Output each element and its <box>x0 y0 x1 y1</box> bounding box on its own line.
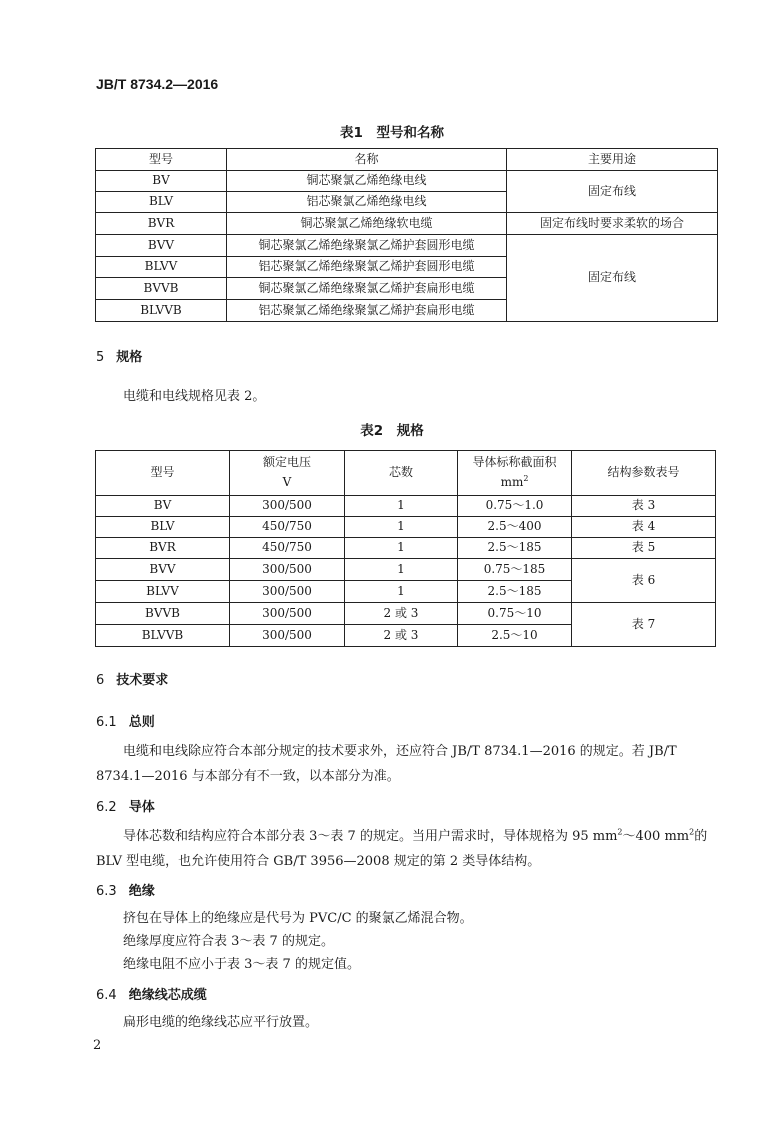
section-title: 绝缘 <box>128 884 155 899</box>
table2-ref-cell: 表 6 <box>572 559 716 603</box>
table2-voltage-cell: 300/500 <box>230 603 345 625</box>
table1-name-cell: 铜芯聚氯乙烯绝缘聚氯乙烯护套圆形电缆 <box>227 235 507 257</box>
table1-name-cell: 铜芯聚氯乙烯绝缘电线 <box>227 171 507 192</box>
table1-header-cell: 名称 <box>227 149 507 171</box>
table2-header-cell: 型号 <box>96 451 230 496</box>
table2-ref-cell: 表 4 <box>572 517 716 538</box>
table-row <box>96 213 718 235</box>
table2 <box>95 450 716 647</box>
table2-model-cell: BV <box>96 496 230 517</box>
table2-header-cell <box>230 451 345 496</box>
section63-heading <box>96 880 155 899</box>
table2-model-cell: BLV <box>96 517 230 538</box>
section64-text: 扁形电缆的绝缘线芯应平行放置。 <box>123 1015 319 1030</box>
table1-name-cell: 铝芯聚氯乙烯绝缘电线 <box>227 192 507 213</box>
table2-model-cell: BVVB <box>96 603 230 625</box>
table-row <box>96 538 716 559</box>
table2-area-cell: 2.5～185 <box>458 538 572 559</box>
table2-cores-cell: 2 或 3 <box>345 625 458 647</box>
page-number: 2 <box>93 1038 102 1053</box>
table2-ref-cell: 表 5 <box>572 538 716 559</box>
area-unit: $mm^2$ <box>500 474 529 489</box>
table1-header-cell: 主要用途 <box>507 149 718 171</box>
table2-area-cell: 0.75～10 <box>458 603 572 625</box>
table2-voltage-cell: 300/500 <box>230 496 345 517</box>
section-number: 6.2 <box>96 800 117 815</box>
table1-name-cell: 铝芯聚氯乙烯绝缘聚氯乙烯护套圆形电缆 <box>227 257 507 278</box>
section-number: 5 <box>96 350 105 365</box>
table1-usage-cell: 固定布线 <box>507 235 718 322</box>
table1-header-row <box>96 149 718 171</box>
table2-cores-cell: 1 <box>345 517 458 538</box>
table2-header-cell: 结构参数表号 <box>572 451 716 496</box>
table2-cores-cell: 2 或 3 <box>345 603 458 625</box>
table1-model-cell: BVR <box>96 213 227 235</box>
table-row <box>96 235 718 257</box>
voltage-unit: V <box>282 475 292 489</box>
table2-model-cell: BVV <box>96 559 230 581</box>
table2-area-cell: 0.75～185 <box>458 559 572 581</box>
table2-cores-cell: 1 <box>345 559 458 581</box>
table2-voltage-cell: 450/750 <box>230 538 345 559</box>
table2-cores-cell: 1 <box>345 581 458 603</box>
table1-model-cell: BVV <box>96 235 227 257</box>
table1-header-cell: 型号 <box>96 149 227 171</box>
section-title: 导体 <box>128 800 155 815</box>
table1-title: 表1 型号和名称 <box>340 125 444 141</box>
section64-heading <box>96 984 207 1003</box>
table2-voltage-cell: 300/500 <box>230 581 345 603</box>
section-title: 技术要求 <box>116 673 169 688</box>
section-number: 6.1 <box>96 715 117 730</box>
section-number: 6.4 <box>96 988 117 1003</box>
table-row <box>96 171 718 192</box>
table1-name-cell: 铜芯聚氯乙烯绝缘聚氯乙烯护套扁形电缆 <box>227 278 507 300</box>
table1-name-cell: 铝芯聚氯乙烯绝缘聚氯乙烯护套扁形电缆 <box>227 300 507 322</box>
table-row <box>96 496 716 517</box>
section-title: 规格 <box>116 350 143 365</box>
section5-heading <box>96 346 142 365</box>
section62-heading <box>96 796 155 815</box>
table-row <box>96 603 716 625</box>
table2-title: 表2 规格 <box>360 423 424 439</box>
table1-name-cell: 铜芯聚氯乙烯绝缘软电缆 <box>227 213 507 235</box>
table1-usage-cell: 固定布线时要求柔软的场合 <box>507 213 718 235</box>
section5-intro: 电缆和电线规格见表 2。 <box>123 389 266 404</box>
voltage-header: 额定电压 <box>262 455 311 470</box>
table2-ref-cell: 表 7 <box>572 603 716 647</box>
table2-voltage-cell: 300/500 <box>230 559 345 581</box>
table-row <box>96 559 716 581</box>
table2-area-cell: 2.5～400 <box>458 517 572 538</box>
table2-area-cell: 2.5～10 <box>458 625 572 647</box>
section62-text: 导体芯数和结构应符合本部分表 3～表 7 的规定。当用户需求时，导体规格为 95 $mm^2\sim 400$ $mm^2$的 BLV 型电缆，也允许使用符合 GB/T 3956—2008 规定的第 2 类导体结构。 <box>96 827 708 869</box>
area-header: 导体标称截面积 <box>472 455 557 470</box>
table2-header-row <box>96 451 716 496</box>
table2-voltage-cell: 300/500 <box>230 625 345 647</box>
section-title: 绝缘线芯成缆 <box>128 988 207 1003</box>
table2-header-cell: 芯数 <box>345 451 458 496</box>
section63-line: 绝缘厚度应符合表 3～表 7 的规定。 <box>123 934 334 949</box>
table2-cores-cell: 1 <box>345 538 458 559</box>
table1-model-cell: BVVB <box>96 278 227 300</box>
table-row <box>96 517 716 538</box>
table2-cores-cell: 1 <box>345 496 458 517</box>
table1-model-cell: BLVVB <box>96 300 227 322</box>
table1-model-cell: BLVV <box>96 257 227 278</box>
table2-ref-cell: 表 3 <box>572 496 716 517</box>
section63-line: 挤包在导体上的绝缘应是代号为 PVC/C 的聚氯乙烯混合物。 <box>123 911 473 926</box>
section-number: 6.3 <box>96 884 117 899</box>
table2-area-cell: 2.5～185 <box>458 581 572 603</box>
table2-model-cell: BLVV <box>96 581 230 603</box>
section63-line: 绝缘电阻不应小于表 3～表 7 的规定值。 <box>123 957 360 972</box>
table2-model-cell: BVR <box>96 538 230 559</box>
table2-voltage-cell: 450/750 <box>230 517 345 538</box>
table1 <box>95 148 718 322</box>
table2-header-cell <box>458 451 572 496</box>
table2-model-cell: BLVVB <box>96 625 230 647</box>
section-title: 总则 <box>128 715 155 730</box>
table1-usage-cell: 固定布线 <box>507 171 718 213</box>
table1-model-cell: BLV <box>96 192 227 213</box>
section6-heading <box>96 669 168 688</box>
section-number: 6 <box>96 673 105 688</box>
section61-text: 电缆和电线除应符合本部分规定的技术要求外，还应符合 JB/T 8734.1—2016 的规定。若 JB/T 8734.1—2016 与本部分有不一致，以本部分为准。 <box>96 744 677 784</box>
table1-model-cell: BV <box>96 171 227 192</box>
table2-area-cell: 0.75～1.0 <box>458 496 572 517</box>
section61-heading <box>96 711 155 730</box>
standard-code: JB/T 8734.2—2016 <box>96 76 219 92</box>
